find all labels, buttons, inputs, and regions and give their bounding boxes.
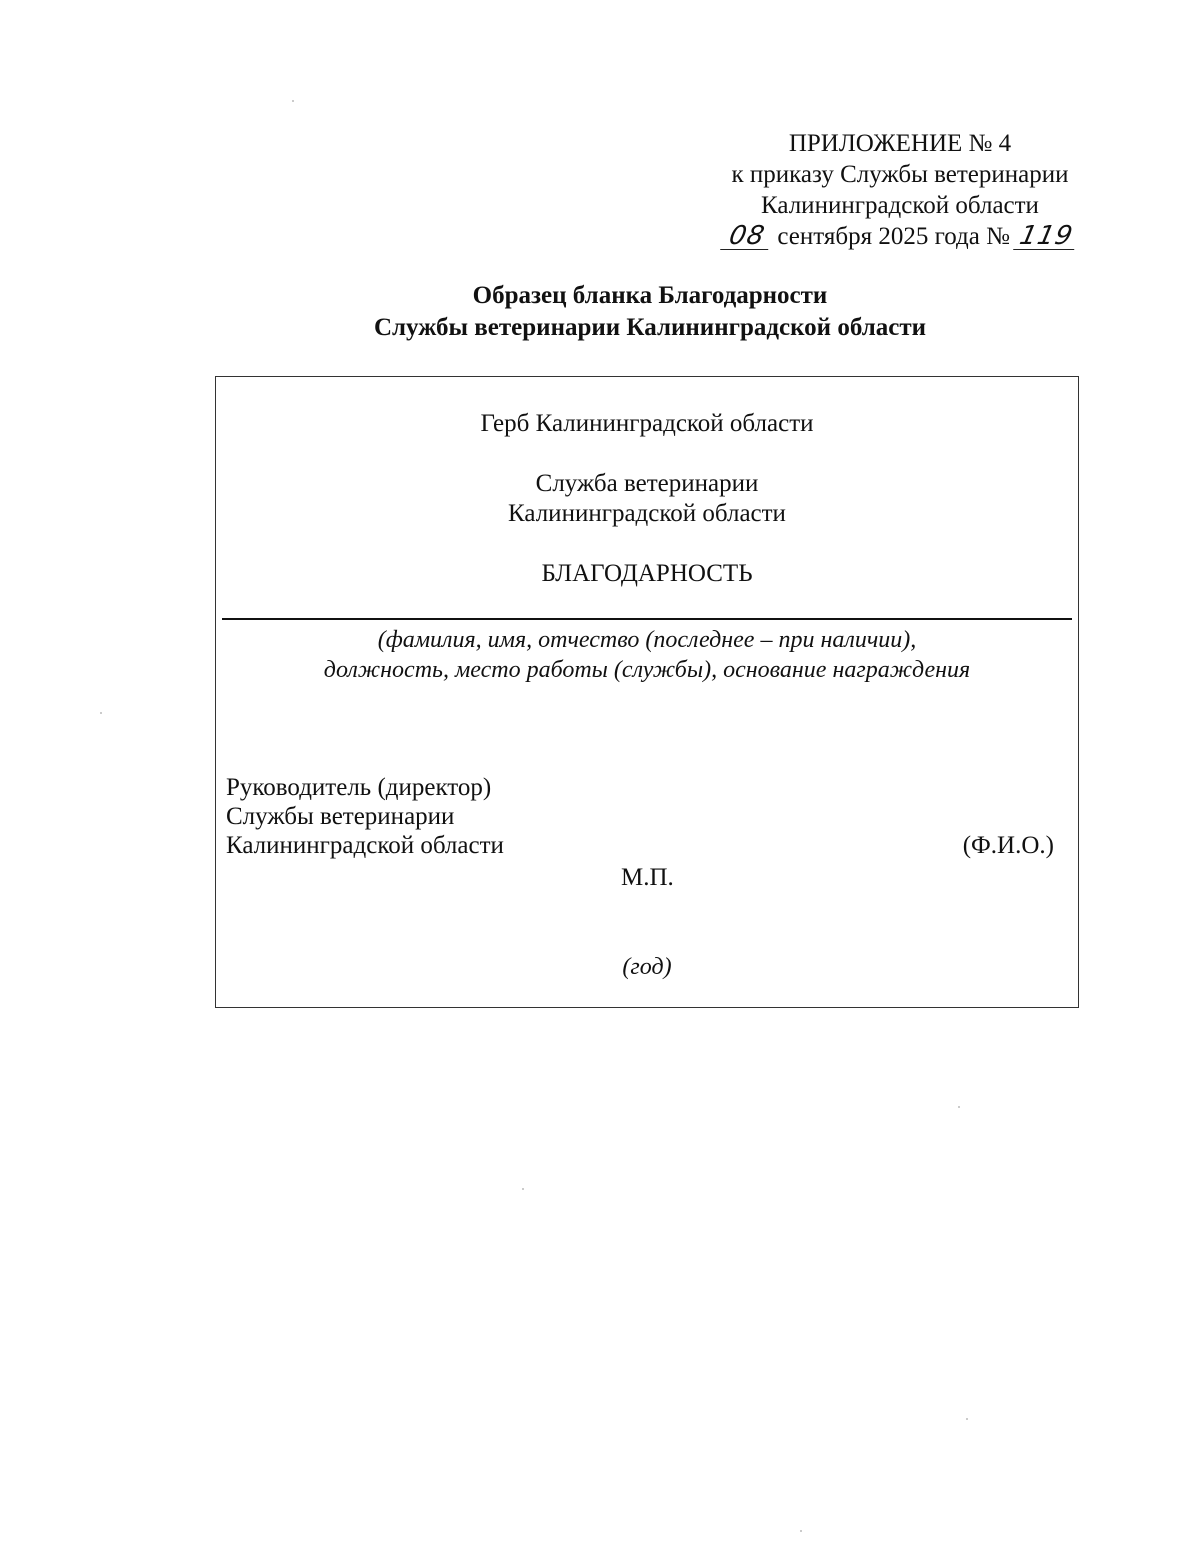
recipient-name-line [222,618,1072,620]
signatory-block [226,773,504,860]
scan-speck [966,1418,968,1420]
scan-speck [800,1530,802,1532]
signatory-line1: Руководитель (директор) [226,774,492,801]
gratitude-form-frame [215,376,1079,1008]
scan-speck [100,712,102,714]
appendix-date-text: сентября 2025 года № [777,223,1010,250]
scan-speck [522,1188,524,1190]
signatory-line2: Службы ветеринарии [226,803,455,830]
appendix-title: ПРИЛОЖЕНИЕ № 4 [788,130,1012,157]
scan-speck [958,1106,960,1108]
handwritten-day: 08 [720,223,774,250]
signatory-fio: (Ф.И.О.) [962,832,1054,859]
seal-placeholder: М.П. [621,864,674,891]
appendix-date-line [700,221,1100,252]
scan-speck [292,100,294,102]
gratitude-heading: БЛАГОДАРНОСТЬ [541,560,753,587]
signatory-line3: Калининградской области [226,832,504,859]
appendix-region: Калининградской области [761,192,1039,219]
service-name-line1: Служба ветеринарии [535,470,759,497]
coat-of-arms-placeholder: Герб Калининградской области [480,410,814,437]
document-title [300,280,1000,344]
document-title-line1: Образец бланка Благодарности [472,282,828,309]
appendix-header [700,128,1100,252]
document-title-line2: Службы ветеринарии Калининградской области [373,314,927,341]
recipient-hint-line1: (фамилия, имя, отчество (последнее – при наличии), [377,627,917,653]
recipient-hint-line2: должность, место работы (службы), основание награждения [323,657,971,683]
year-placeholder: (год) [622,954,672,980]
handwritten-order-number: 119 [1013,223,1079,250]
service-name-line2: Калининградской области [508,500,786,527]
appendix-order-ref: к приказу Службы ветеринарии [731,161,1069,188]
